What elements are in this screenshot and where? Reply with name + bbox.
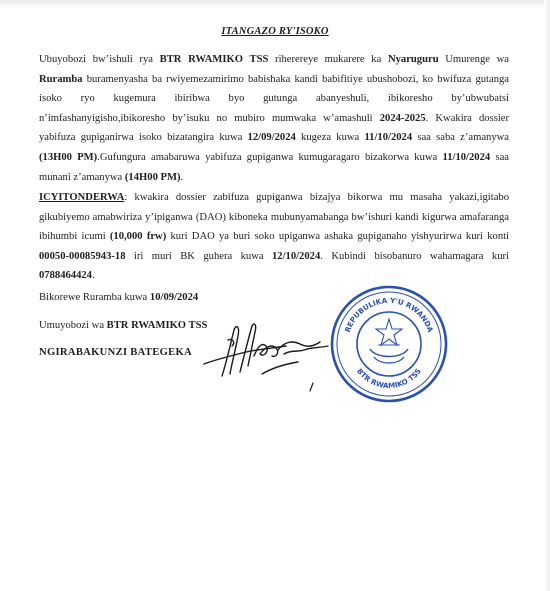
payment-start-date: 12/10/2024 (271, 250, 321, 262)
signoff-date-line (39, 292, 198, 303)
text-run: Bikorewe Ruramba kuwa (39, 292, 150, 303)
text-run: kuri DAO ya buri soko upiganwa ashaka gupiganaho yishyurirwa kuri konti (166, 231, 510, 243)
text-run: : kwakira dossier zabifuza gupiganwa bizajya bikorwa mu masaha yakazi,igitabo gikubiyemo amabwiriza y’ipiganwa (DAO) kiboneka mubunyamabanga bw’ishuri kandi kigurwa amafaranga ibihumbi icumi (39, 192, 509, 243)
text-run: buramenyasha ba rwiyemezamirimo babishaka kandi babifitiye ubushobozi, ko bwifuza gutanga isoko ryo kugemura ibiribwa byo gutunga abanyeshuli, ibikoresho by’ubwubatsi n’imfashanyigisho,ibikoresho by’isuku no mubiro mumwaka w’amashuli (39, 73, 509, 124)
opening-time: (14H00 PM) (124, 171, 181, 183)
text-run: Umuyobozi wa (39, 320, 107, 331)
submission-end-date: 11/10/2024 (364, 132, 413, 144)
pen-mark (307, 382, 317, 392)
school-name: BTR RWAMIKO TSS (159, 54, 269, 65)
signoff-org-line (39, 320, 207, 331)
notice-paragraph-note (39, 188, 509, 286)
text-run: . (91, 270, 95, 282)
text-run: .Gufungura amabaruwa yabifuza gupiganwa kumugaragaro bizakorwa kuwa (97, 151, 443, 163)
text-run: Umurenge wa (438, 54, 509, 65)
submission-start-date: 12/09/2024 (247, 132, 296, 144)
svg-text:REPUBULIKA Y'U RWANDA (343, 296, 435, 334)
text-run: . (180, 171, 184, 183)
official-stamp (328, 283, 450, 405)
text-run: saa munani z’amanywa (39, 151, 509, 183)
text-run: kugeza kuwa (295, 132, 365, 144)
district-name: Nyaruguru (387, 54, 439, 65)
signoff-date: 10/09/2024 (149, 292, 199, 303)
contact-phone: 0788464424 (39, 270, 92, 282)
text-run: riherereye mukarere ka (268, 54, 388, 65)
school-year: 2024-2025 (379, 112, 426, 124)
opening-date: 11/10/2024 (442, 151, 491, 163)
bank-account: 00050-00085943-18 (39, 250, 126, 262)
text-run: Ubuyobozi bw’ishuli rya (39, 54, 160, 65)
text-run: saa saba z’amanywa (412, 132, 510, 144)
notice-title: ITANGAZO RY'ISOKO (221, 26, 329, 37)
note-label: ICYITONDERWA (39, 192, 125, 203)
text-run: . Kwakira dossier yabifuza gupiganirwa isoko bizatangira kuwa (39, 112, 509, 144)
stamp-ring-bottom-text: BTR RWAMIKO TSS (355, 366, 423, 391)
stamp-ring-top-text: REPUBULIKA Y'U RWANDA (342, 295, 436, 334)
dao-fee: (10,000 frw) (109, 231, 167, 243)
notice-paragraph-main (39, 50, 509, 187)
sector-name: Ruramba (39, 73, 83, 85)
text-run: iri muri BK guhera kuwa (125, 250, 272, 262)
signoff-org: BTR RWAMIKO TSS (106, 320, 208, 331)
submission-end-time: (13H00 PM) (39, 151, 98, 163)
text-run: . Kubindi bisobanuro wahamagara kuri (320, 250, 509, 262)
svg-text:BTR RWAMIKO TSS (355, 367, 423, 391)
signatory-name: NGIRABAKUNZI BATEGEKA (39, 347, 192, 358)
